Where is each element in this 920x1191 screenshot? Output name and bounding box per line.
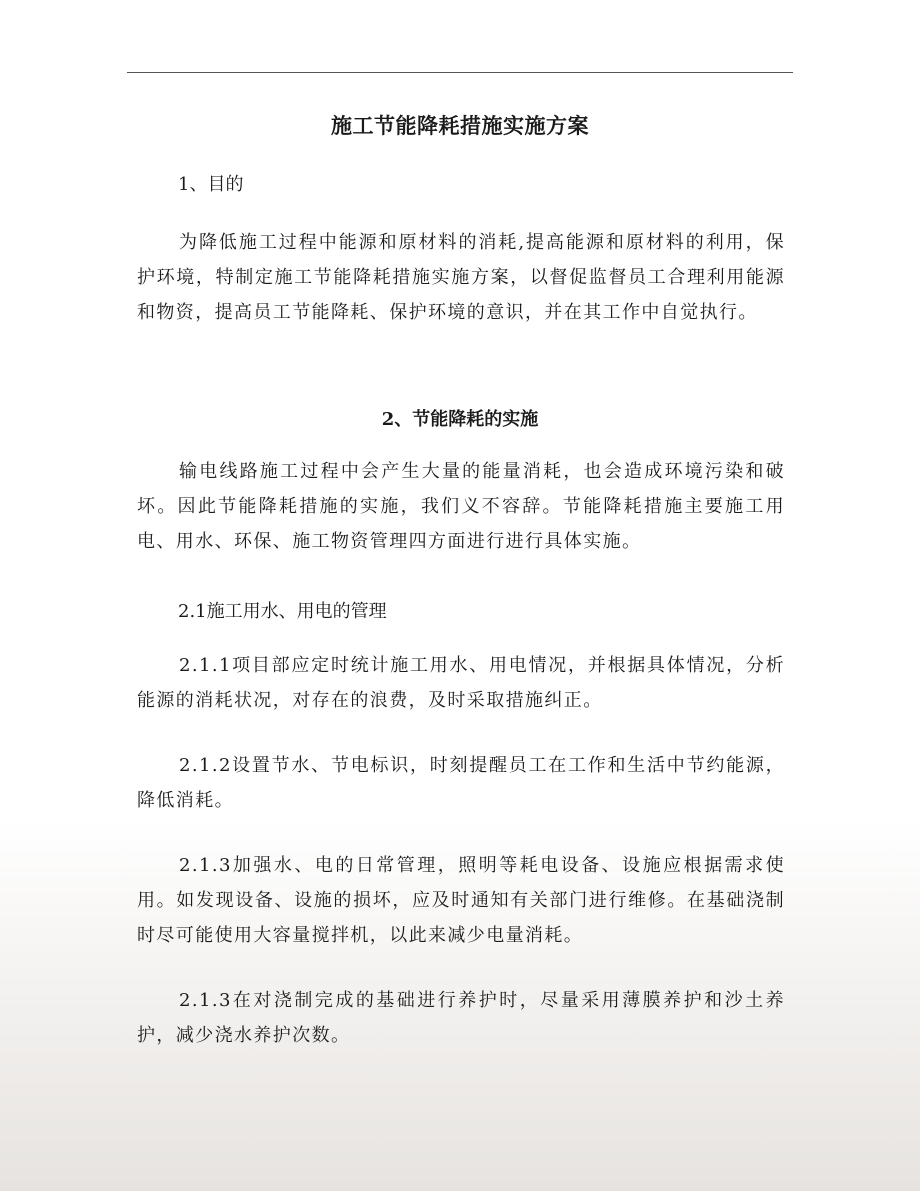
section-2-heading: 2、节能降耗的实施: [381, 409, 539, 430]
item-2-1-3-a: 2.1.3加强水、电的日常管理，照明等耗电设备、设施应根据需求使用。如发现设备、设施的损坏，应及时通知有关部门进行维修。在基础浇制时尽可能使用大容量搅拌机，以此来减少电量消耗。: [137, 855, 785, 946]
item-2-1-1: 2.1.1项目部应定时统计施工用水、用电情况，并根据具体情况，分析能源的消耗状况，对存在的浪费，及时采取措施纠正。: [137, 655, 785, 711]
item-2-1-2: 2.1.2设置节水、节电标识，时刻提醒员工在工作和生活中节约能源，降低消耗。: [137, 755, 785, 811]
section-1-heading: 1、目的: [178, 174, 244, 195]
document-title: 施工节能降耗措施实施方案: [331, 113, 589, 138]
item-2-1-3-b: 2.1.3在对浇制完成的基础进行养护时，尽量采用薄膜养护和沙土养护，减少浇水养护次数。: [137, 990, 785, 1046]
section-2-paragraph: 输电线路施工过程中会产生大量的能量消耗，也会造成环境污染和破坏。因此节能降耗措施的实施，我们义不容辞。节能降耗措施主要施工用电、用水、环保、施工物资管理四方面进行进行具体实施。: [137, 461, 785, 552]
header-rule: [127, 72, 793, 73]
section-2-1-heading: 2.1施工用水、用电的管理: [178, 601, 387, 622]
section-1-paragraph: 为降低施工过程中能源和原材料的消耗,提高能源和原材料的利用，保护环境，特制定施工节能降耗措施实施方案，以督促监督员工合理利用能源和物资，提高员工节能降耗、保护环境的意识，并在其工作中自觉执行。: [137, 232, 785, 323]
